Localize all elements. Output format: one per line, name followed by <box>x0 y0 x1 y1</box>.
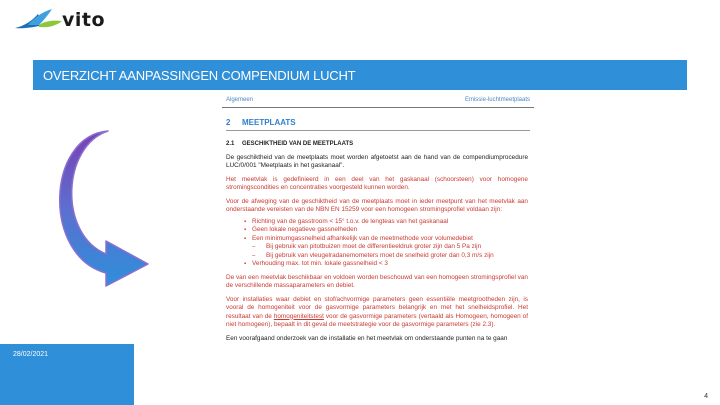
paragraph-5-end: voor de gasvormige parameters (vertaald als Homogeen, homogeen of niet homogeen), bepaalt in dit geval de meetstrategie voor de gasvormige parameters (zie 2.3). <box>226 312 528 328</box>
vito-logo <box>12 4 132 36</box>
homogeneity-test-link[interactable]: homogeniteitstest <box>273 312 324 320</box>
subsection-title: GESCHIKTHEID VAN DE MEETPLAATS <box>242 141 354 147</box>
document-header-right: Emissie-luchtmeetplaats <box>464 97 530 103</box>
slide-title: OVERZICHT AANPASSINGEN COMPENDIUM LUCHT <box>43 67 356 83</box>
title-bar <box>33 60 687 90</box>
list-item: ▪ Verhouding max. tot min. lokale gassnelheid < 3 <box>244 260 528 269</box>
document-header <box>222 92 534 108</box>
slide-date: 28/02/2021 <box>13 351 49 358</box>
list-item: ▪ Een minimumgassnelheid afhankelijk van de meetmethode voor volumedebiet <box>244 235 528 244</box>
list-item: – Bij gebruik van vleugelradanemometers moet de snelheid groter dan 0,3 m/s zijn <box>244 252 528 261</box>
section-divider <box>226 130 530 131</box>
section-number: 2 <box>226 117 231 127</box>
subsection-number: 2.1 <box>226 141 235 147</box>
document-header-left: Algemeen <box>226 97 254 103</box>
paragraph-4: De van een meetvlak beschikbaar en voldoen worden beschouwd van een homogeen stromingsprofiel van de verschillende massaparameters en debiet. <box>226 273 528 289</box>
section-title: MEETPLAATS <box>242 117 296 127</box>
curved-arrow-icon <box>56 128 164 290</box>
paragraph-6: Een voorafgaand onderzoek van de installatie en het meetvlak om onderstaande punten na te gaan <box>226 334 508 342</box>
paragraph-5 <box>226 296 528 330</box>
page-number: 4 <box>704 393 708 400</box>
paragraph-3: Voor de afweging van de geschiktheid van de meetplaats moet in ieder meetpunt van het meetvlak aan onderstaande vereisten van de NBN EN 15259 voor een homogeen stromingsprofiel voldaan zijn: <box>226 197 528 213</box>
bird-logo-icon <box>12 5 64 35</box>
requirements-list <box>244 218 528 269</box>
paragraph-1: De geschiktheid van de meetplaats moet worden afgetoetst aan de hand van de compendiumprocedure LUC/0/001 "Meetplaats in het gaskanaal". <box>226 153 528 169</box>
section-heading <box>226 119 534 128</box>
subsection-heading <box>226 140 534 149</box>
date-bar <box>0 344 134 405</box>
list-item: ▪ Richting van de gasstroom < 15° t.o.v. de lengteas van het gaskanaal <box>244 218 528 227</box>
paragraph-5-start: Voor installaties waar debiet en stof/achvormige parameters geen essentiële meetgrootheden zijn, is vooral de homogeniteit voor de gasvormige parameters belangrijk en met het snelheidsprofiel. Het resultaat van de <box>226 295 528 320</box>
list-item: – Bij gebruik van pitotbuizen moet de differentieeldruk groter zijn dan 5 Pa zijn <box>244 243 528 252</box>
document-excerpt <box>222 92 534 405</box>
list-item: ▪ Geen lokale negatieve gassnelheden <box>244 226 528 235</box>
logo-text: vito <box>62 9 106 31</box>
paragraph-2: Het meetvlak is gedefinieerd in een deel van het gaskanaal (schoorsteen) voor homogene stromingscondities en concentraties voorgesteld kunnen worden. <box>226 175 528 191</box>
